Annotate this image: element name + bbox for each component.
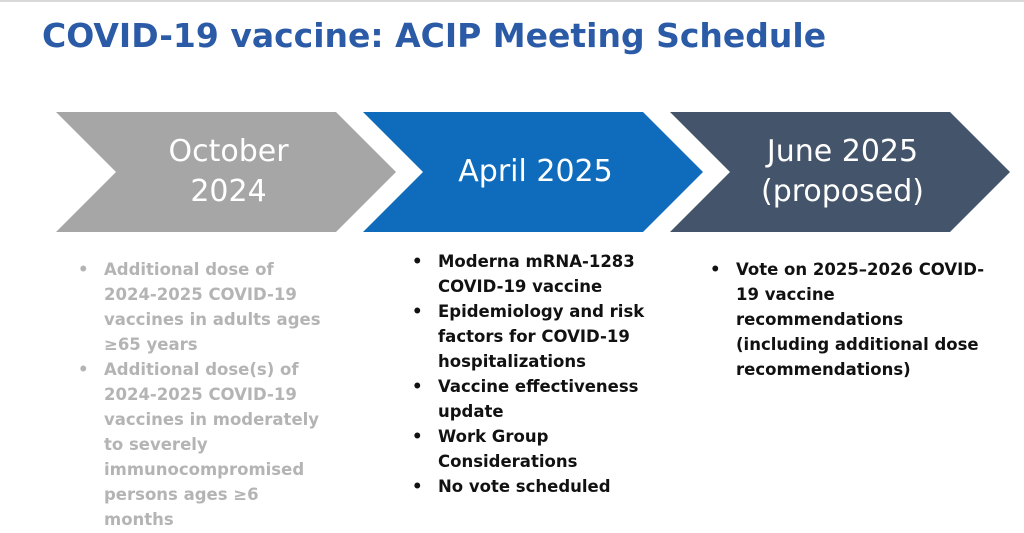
june-2025-agenda [710,257,990,382]
agenda-item-text: Moderna mRNA-1283 COVID-19 vaccine [438,252,635,296]
bullet-icon: • [78,360,89,379]
agenda-item-text: Vote on 2025–2026 COVID-19 vaccine recommendations (including additional dose recommendations) [736,260,985,379]
october-2024-agenda [78,257,328,532]
agenda-item [412,249,662,299]
bullet-icon: • [412,427,423,446]
agenda-item [78,357,328,532]
bullet-icon: • [78,260,89,279]
agenda-item-text: Additional dose(s) of 2024-2025 COVID-19 vaccines in moderately to severely immunocompromised persons ages ≥6 months [104,360,320,529]
bullet-icon: • [412,302,423,321]
agenda-item [412,474,662,499]
bullet-icon: • [412,252,423,271]
page-title: COVID-19 vaccine: ACIP Meeting Schedule [42,16,827,55]
agenda-item-text: Work Group Considerations [438,427,578,471]
stage-label-line: June 2025 [766,134,919,169]
stage-label-line: April 2025 [458,154,613,189]
agenda-item [412,299,662,374]
stage-label-october-2024 [116,112,341,232]
stage-label-april-2025 [423,112,648,232]
agenda-item-text: Vaccine effectiveness update [438,377,639,421]
agenda-item-text: No vote scheduled [438,477,611,496]
agenda-item [412,374,662,424]
bullet-icon: • [412,477,423,496]
agenda-item [78,257,328,357]
april-2025-agenda [412,249,662,499]
stage-label-line: October [168,134,289,169]
agenda-item-text: Additional dose of 2024-2025 COVID-19 vaccines in adults ages ≥65 years [104,260,321,354]
stage-label-line: (proposed) [760,174,924,209]
bullet-icon: • [412,377,423,396]
agenda-item-text: Epidemiology and risk factors for COVID-19 hospitalizations [438,302,645,371]
agenda-item [710,257,990,382]
bullet-icon: • [710,260,721,279]
agenda-item [412,424,662,474]
stage-label-line: 2024 [190,174,267,209]
stage-label-june-2025 [730,112,955,232]
